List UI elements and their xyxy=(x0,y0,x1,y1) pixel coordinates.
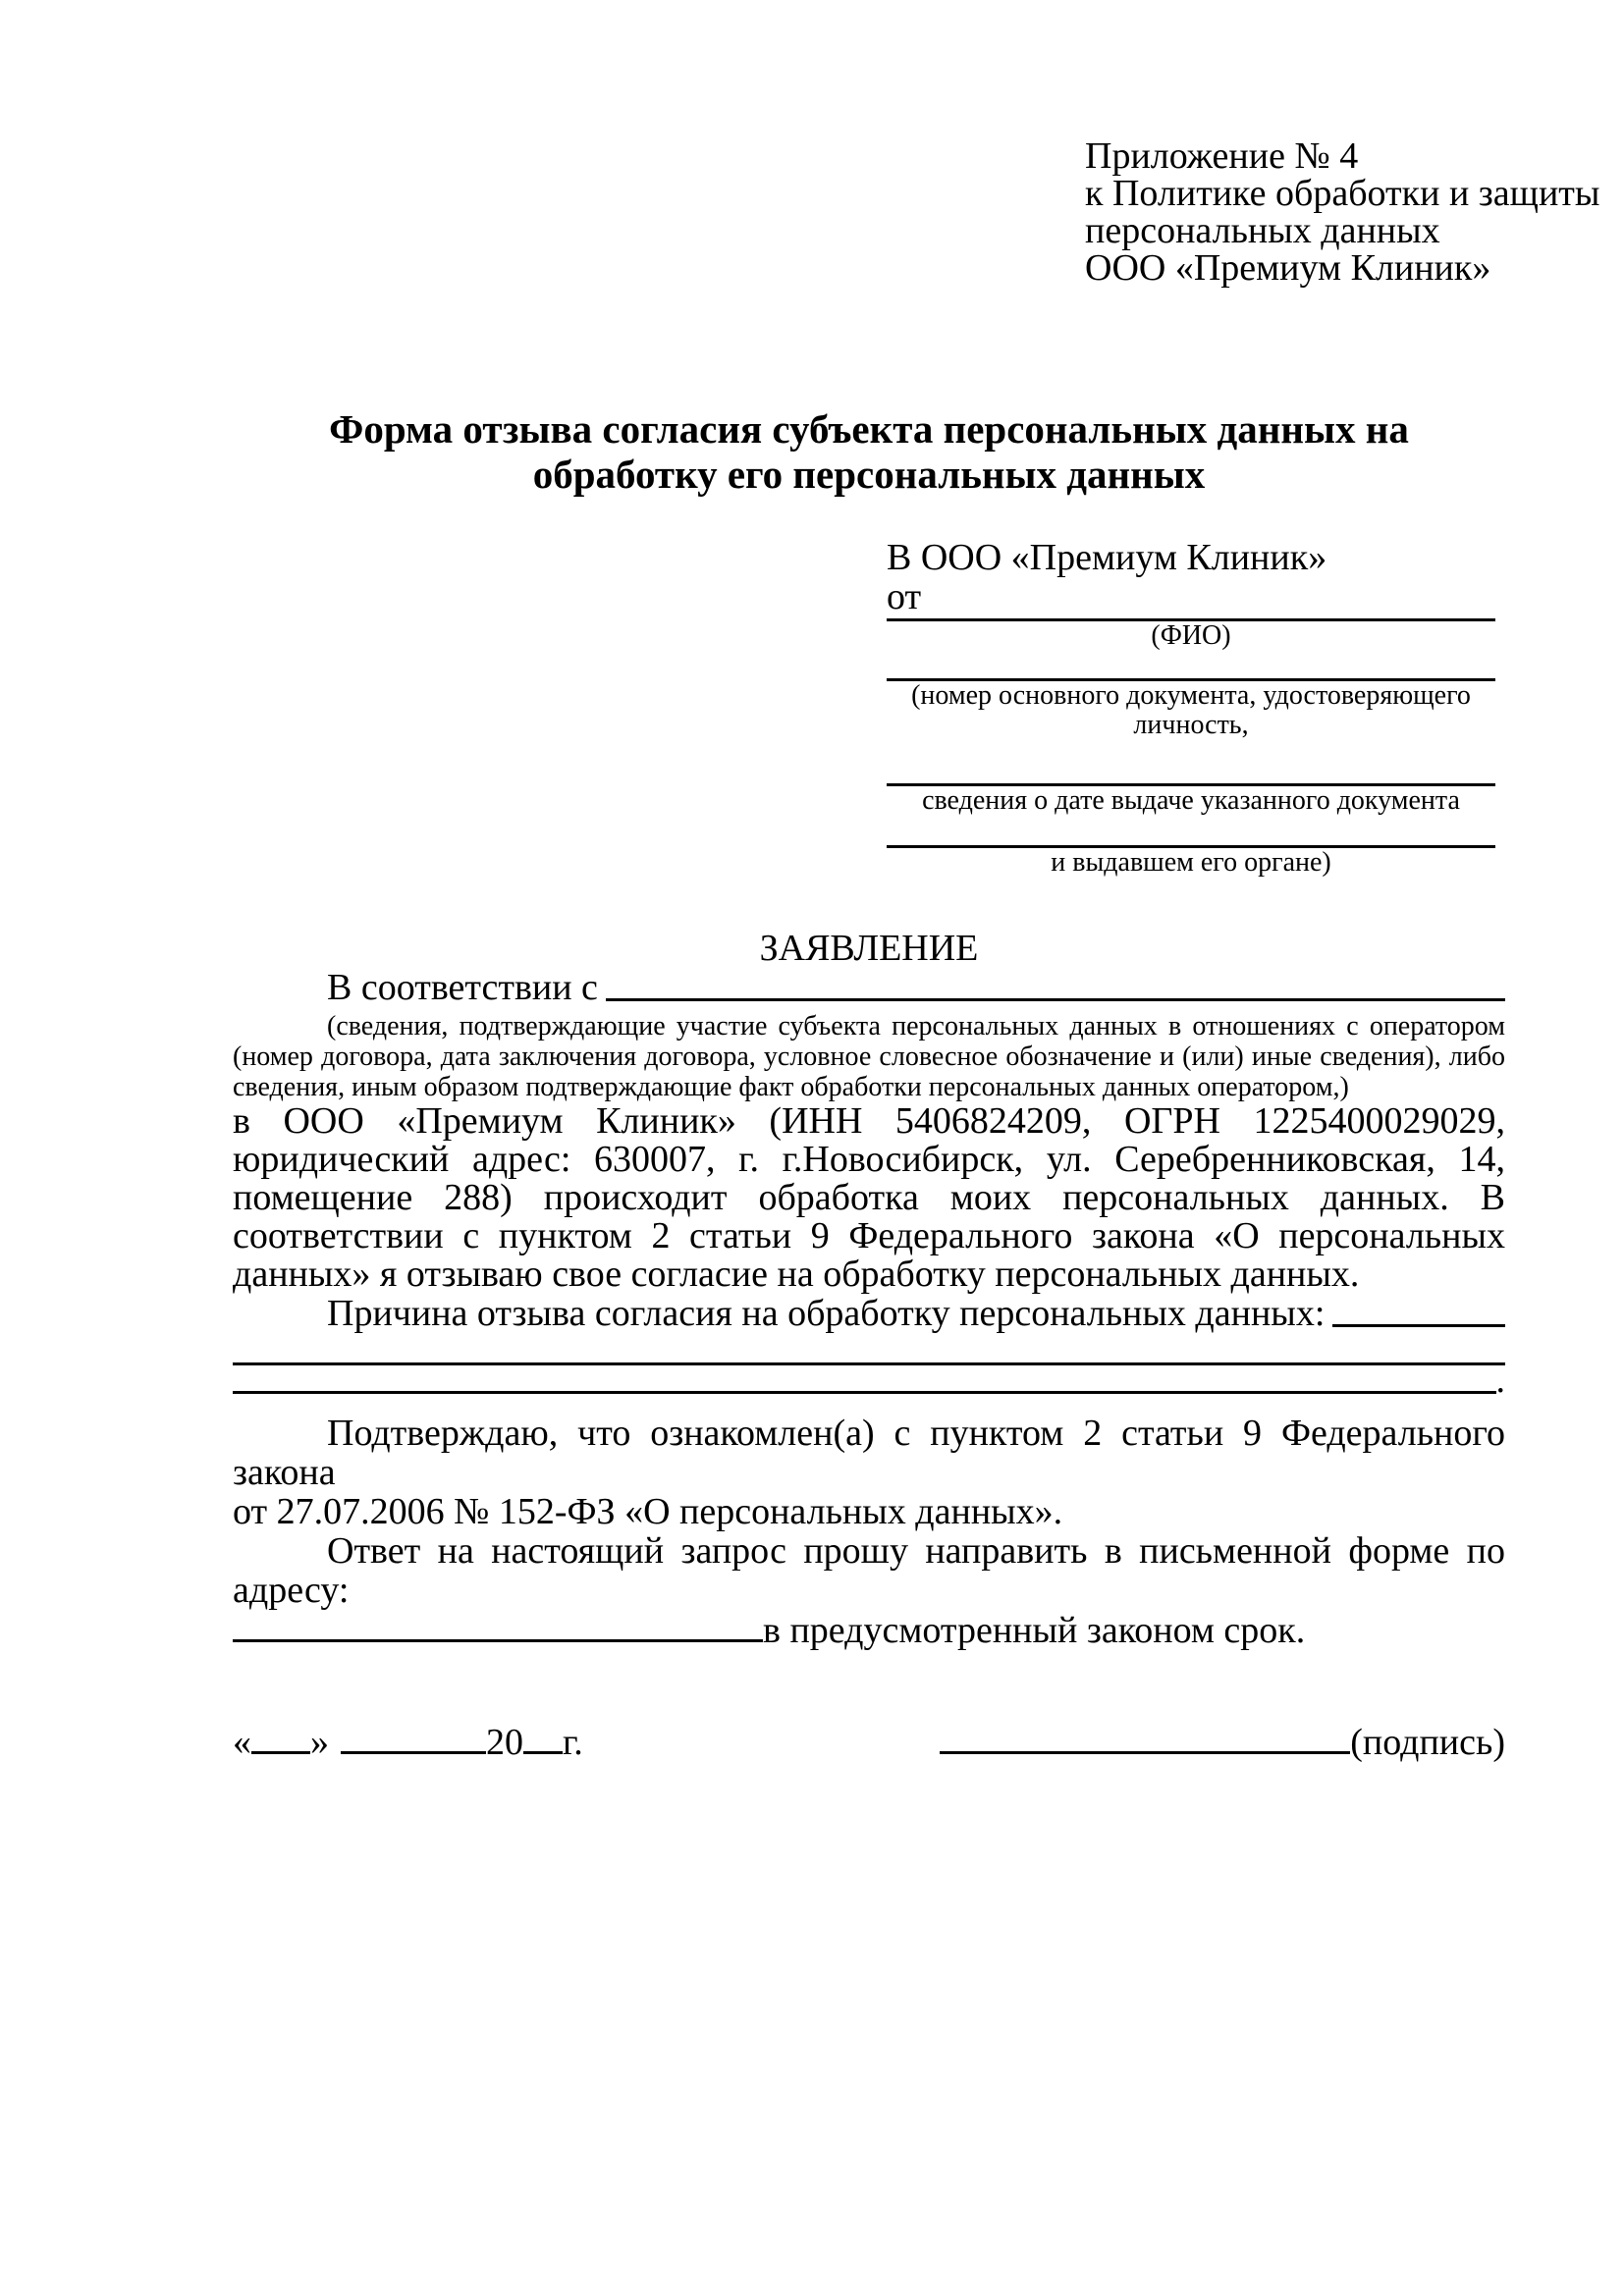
accordance-label: В соответствии с xyxy=(327,967,598,1008)
reply-line-2 xyxy=(233,1610,1505,1651)
appendix-line: к Политике обработки и защиты xyxy=(1085,173,1600,214)
signature-group xyxy=(940,1722,1505,1762)
month-write-line xyxy=(341,1722,486,1754)
date-close-quote: » xyxy=(310,1722,329,1763)
reason-label: Причина отзыва согласия на обработку персональных данных: xyxy=(327,1293,1326,1334)
date-group xyxy=(233,1722,583,1762)
reason-fill-line xyxy=(1332,1324,1505,1327)
addressee-to: В ООО «Премиум Клиник» xyxy=(887,537,1327,578)
statement-heading: ЗАЯВЛЕНИЕ xyxy=(759,928,979,969)
fio-field xyxy=(887,616,1495,651)
issuer-field xyxy=(887,843,1495,878)
body-paragraph: в ООО «Премиум Клиник» (ИНН 5406824209, ОГРН 1225400029029, юридический адрес: 630007, г. г.Новосибирск, ул. Серебренниковская, 14, помещение 288) происходит обработка моих персональных данных. В соответствии с пунктом 2 статьи 9 Федерального закона «О персональных данных» я отзываю свое согласие на обработку персональных данных. xyxy=(233,1100,1505,1295)
issue-date-caption: сведения о дате выдаче указанного документа xyxy=(922,785,1460,816)
blank-write-line-2 xyxy=(233,1391,1496,1394)
blank-write-line-2-row xyxy=(233,1360,1505,1401)
year-suffix: г. xyxy=(563,1722,583,1763)
accordance-row xyxy=(233,968,1505,1007)
fio-caption: (ФИО) xyxy=(1151,620,1231,651)
reason-row xyxy=(233,1294,1505,1333)
year-prefix: 20 xyxy=(486,1722,523,1763)
addressee-from-label: от xyxy=(887,576,922,617)
reply-tail: в предусмотренный законом срок. xyxy=(763,1610,1306,1651)
issuer-caption: и выдавшем его органе) xyxy=(1051,847,1331,878)
appendix-line: ООО «Премиум Клиник» xyxy=(1085,247,1491,289)
address-write-line xyxy=(233,1610,763,1642)
issue-date-field xyxy=(887,781,1495,816)
signature-write-line xyxy=(940,1722,1350,1754)
confirm-paragraph xyxy=(233,1414,1505,1531)
date-open-quote: « xyxy=(233,1722,251,1763)
reply-line-1: Ответ на настоящий запрос прошу направить в письменной форме по адресу: xyxy=(233,1530,1505,1611)
document-number-field xyxy=(887,676,1495,740)
year-write-line xyxy=(523,1722,563,1754)
addressee-block xyxy=(887,538,1495,878)
confirm-line-2: от 27.07.2006 № 152-ФЗ «О персональных данных». xyxy=(233,1491,1063,1532)
signature-caption: (подпись) xyxy=(1350,1722,1505,1763)
day-write-line xyxy=(251,1722,310,1754)
blank-write-line-1 xyxy=(233,1333,1505,1365)
accordance-note: (сведения, подтверждающие участие субъекта персональных данных в отношениях с оператором (номер договора, дата заключения договора, условное словесное обозначение и (или) иные сведения), либо сведения, иным образом подтверждающие факт обработки персональных данных оператором,) xyxy=(233,1011,1505,1102)
appendix-line: персональных данных xyxy=(1085,210,1440,251)
appendix-block xyxy=(1085,135,1600,289)
reply-paragraph xyxy=(233,1531,1505,1651)
accordance-fill-line xyxy=(606,998,1505,1001)
blank-line-terminator: . xyxy=(1495,1360,1505,1401)
confirm-line-1: Подтверждаю, что ознакомлен(а) с пунктом 2 статьи 9 Федерального закона xyxy=(233,1413,1505,1493)
document-title: Форма отзыва согласия субъекта персональных данных на обработку его персональных данных xyxy=(329,406,1409,497)
appendix-line: Приложение № 4 xyxy=(1085,135,1359,177)
date-signature-row xyxy=(233,1722,1505,1762)
document-number-caption: (номер основного документа, удостоверяющего личность, xyxy=(911,680,1471,740)
